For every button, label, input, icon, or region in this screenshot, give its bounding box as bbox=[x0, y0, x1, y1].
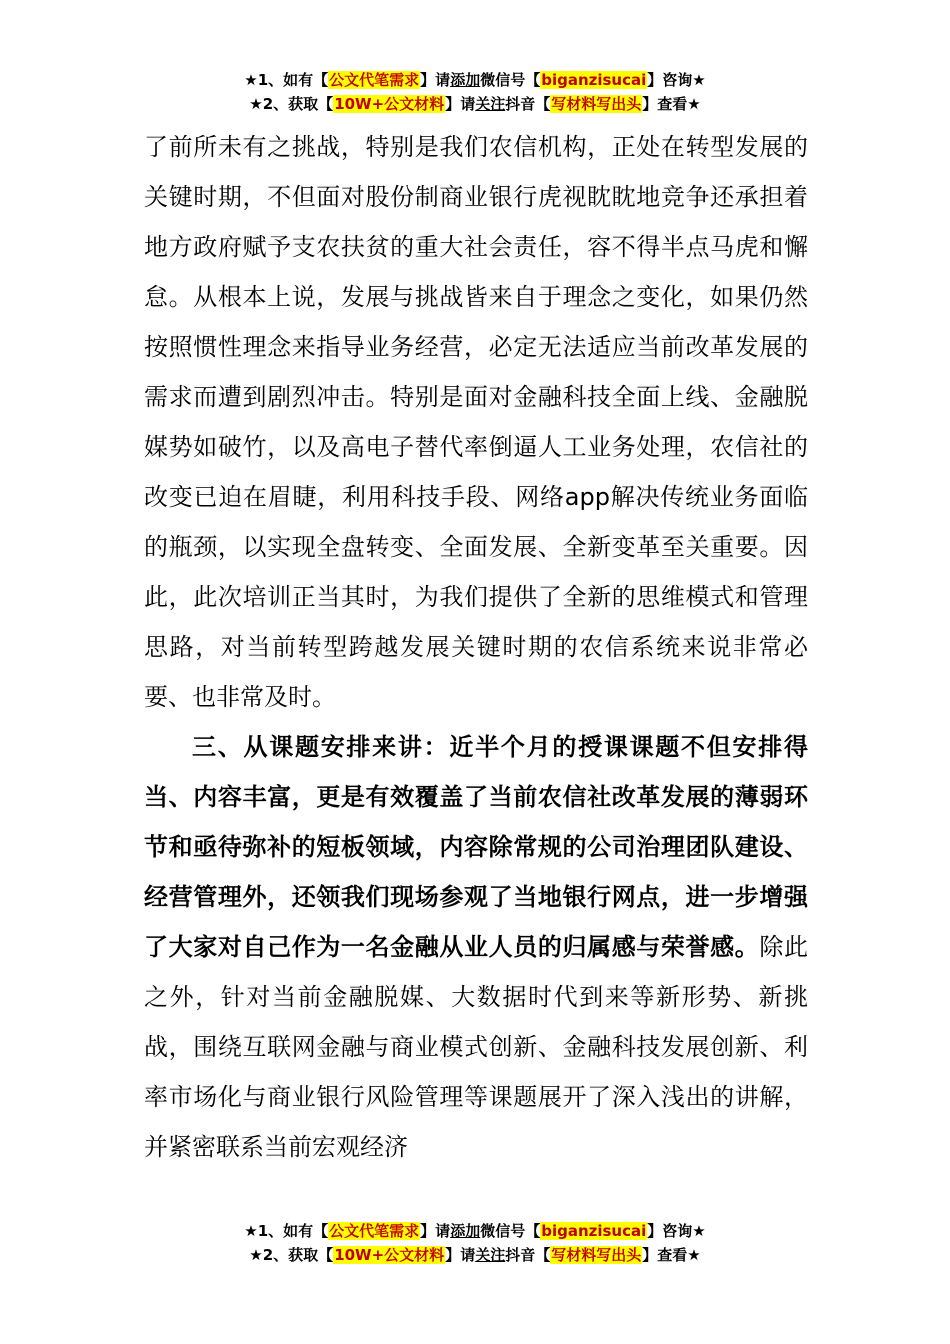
banner-text: 】查看★ bbox=[642, 1246, 701, 1264]
paragraph-2-text: 除此之外，针对当前金融脱媒、大数据时代到来等新形势、新挑战，围绕互联网金融与商业模式创新、金融科技发展创新、利率市场化与商业银行风险管理等课题展开了深入浅出的讲解，并紧密联系当前宏观经济 bbox=[144, 933, 809, 1161]
highlight-text: 公文代笔需求 bbox=[329, 1222, 420, 1240]
header-banner bbox=[0, 68, 950, 116]
banner-line-2 bbox=[0, 92, 950, 116]
section-heading-bold: 三、从课题安排来讲：近半个月的授课课题不但安排得当、内容丰富，更是有效覆盖了当前农信社改革发展的薄弱环节和亟待弥补的短板领域，内容除常规的公司治理团队建设、经营管理外，还领我们现场参观了当地银行网点，进一步增强了大家对自己作为一名金融从业人员的归属感与荣誉感。 bbox=[144, 733, 808, 961]
footer-banner bbox=[0, 1219, 950, 1267]
douyin-id-highlight: 写材料写出头 bbox=[551, 1246, 642, 1264]
banner-text: ★2、获取【 bbox=[249, 1246, 334, 1264]
banner-text: 】请 bbox=[445, 1246, 476, 1264]
banner-text: ★2、获取【 bbox=[249, 95, 334, 113]
banner-text: 】请 bbox=[420, 1222, 451, 1240]
banner-text: 】咨询★ bbox=[647, 71, 706, 89]
banner-text: 】咨询★ bbox=[647, 1222, 706, 1240]
wechat-id-highlight: biganzisucai bbox=[541, 1222, 647, 1240]
wechat-id-highlight: biganzisucai bbox=[541, 71, 647, 89]
banner-line-1 bbox=[0, 1219, 950, 1243]
banner-text: ★1、如有【 bbox=[244, 1222, 329, 1240]
highlight-text: 10W+公文材料 bbox=[334, 95, 445, 113]
underlined-text: 关注 bbox=[475, 1246, 506, 1264]
banner-line-1 bbox=[0, 68, 950, 92]
banner-line-2 bbox=[0, 1243, 950, 1267]
banner-text: 抖音【 bbox=[505, 1246, 551, 1264]
document-body bbox=[144, 122, 808, 1172]
banner-text: 】请 bbox=[420, 71, 451, 89]
underlined-text: 添加 bbox=[450, 71, 481, 89]
banner-text: ★1、如有【 bbox=[244, 71, 329, 89]
underlined-text: 添加 bbox=[450, 1222, 481, 1240]
douyin-id-highlight: 写材料写出头 bbox=[551, 95, 642, 113]
banner-text: 】查看★ bbox=[642, 95, 701, 113]
banner-text: 微信号【 bbox=[480, 71, 541, 89]
underlined-text: 关注 bbox=[475, 95, 506, 113]
banner-text: 微信号【 bbox=[480, 1222, 541, 1240]
banner-text: 】请 bbox=[445, 95, 476, 113]
paragraph-2 bbox=[144, 722, 808, 1172]
highlight-text: 公文代笔需求 bbox=[329, 71, 420, 89]
paragraph-1: 了前所未有之挑战，特别是我们农信机构，正处在转型发展的关键时期，不但面对股份制商业银行虎视眈眈地竞争还承担着地方政府赋予支农扶贫的重大社会责任，容不得半点马虎和懈怠。从根本上说，发展与挑战皆来自于理念之变化，如果仍然按照惯性理念来指导业务经营，必定无法适应当前改革发展的需求而遭到剧烈冲击。特别是面对金融科技全面上线、金融脱媒势如破竹，以及高电子替代率倒逼人工业务处理，农信社的改变已迫在眉睫，利用科技手段、网络app解决传统业务面临的瓶颈，以实现全盘转变、全面发展、全新变革至关重要。因此，此次培训正当其时，为我们提供了全新的思维模式和管理思路，对当前转型跨越发展关键时期的农信系统来说非常必要、也非常及时。 bbox=[144, 133, 808, 711]
banner-text: 抖音【 bbox=[505, 95, 551, 113]
highlight-text: 10W+公文材料 bbox=[334, 1246, 445, 1264]
